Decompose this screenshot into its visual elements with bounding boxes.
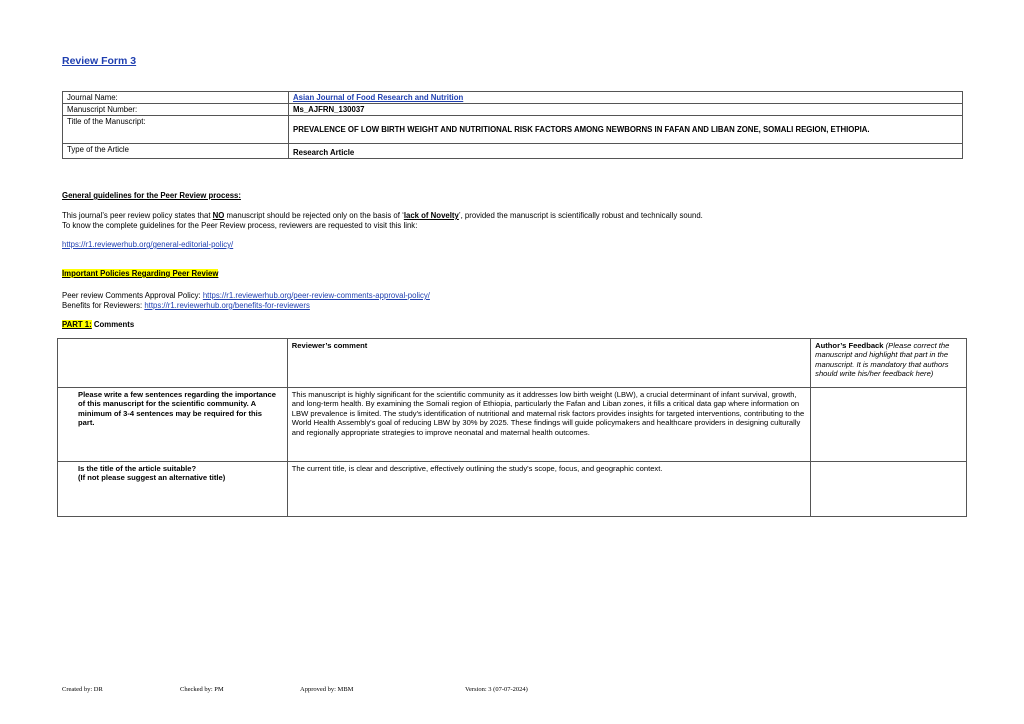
question-title-line2: (If not please suggest an alternative title): [78, 473, 226, 483]
approval-policy-label: Peer review Comments Approval Policy:: [62, 291, 203, 300]
journal-label: Journal Name:: [63, 92, 289, 104]
question-title: [58, 462, 288, 517]
author-feedback-title: Author’s Feedback: [815, 341, 884, 350]
footer-approved: Approved by: MBM: [300, 686, 354, 693]
benefits-line: [62, 301, 310, 310]
part1-title: Comments: [91, 320, 135, 329]
guidelines-paragraph: [62, 211, 703, 220]
footer-version: Version: 3 (07-07-2024): [465, 686, 528, 693]
guidelines-text-b: manuscript should be rejected only on the basis of ‘: [224, 211, 404, 220]
comment-row-importance: [58, 388, 967, 462]
blank-header-cell: [58, 339, 288, 388]
comments-table: [57, 338, 967, 517]
footer-checked: Checked by: PM: [180, 686, 224, 693]
footer-created: Created by: DR: [62, 686, 103, 693]
feedback-importance[interactable]: [811, 388, 967, 462]
article-type: Research Article: [289, 144, 963, 159]
title-label: Title of the Manuscript:: [63, 116, 289, 144]
novelty-emphasis: lack of Novelty: [403, 211, 459, 220]
approval-policy-link[interactable]: https://r1.reviewerhub.org/peer-review-comments-approval-policy/: [202, 291, 430, 300]
type-row: [63, 144, 963, 159]
part1-heading: [62, 320, 134, 329]
answer-importance[interactable]: This manuscript is highly significant for the scientific community as it addresses low birth weight (LBW), a crucial determinant of infant survival, growth, and long-term health. By examining the Somali region of Ethiopia, particularly the Fafan and Liban zones, it fills a critical data gap where information on LBW prevalence is limited. The study's identification of nutritional and maternal risk factors provides insights for targeted interventions, contributing to the World Health Assembly's goal of reducing LBW by 30% by 2025. These findings will guide policymakers and healthcare providers in designing culturally and regionally appropriate strategies to improve neonatal and maternal health outcomes.: [287, 388, 810, 462]
journal-link[interactable]: Asian Journal of Food Research and Nutrition: [293, 93, 464, 102]
question-importance: Please write a few sentences regarding the importance of this manuscript for the scientific community. A minimum of 3-4 sentences may be required for this part.: [58, 388, 288, 462]
author-feedback-header: [811, 339, 967, 388]
guidelines-visit-text: To know the complete guidelines for the Peer Review process, reviewers are requested to visit this link:: [62, 221, 418, 230]
manuscript-title: PREVALENCE OF LOW BIRTH WEIGHT AND NUTRITIONAL RISK FACTORS AMONG NEWBORNS IN FAFAN AND LIBAN ZONE, SOMALI REGION, ETHIOPIA.: [289, 116, 963, 144]
comments-header-row: [58, 339, 967, 388]
title-row: [63, 116, 963, 144]
question-title-line1: Is the title of the article suitable?: [78, 464, 197, 473]
benefits-link[interactable]: https://r1.reviewerhub.org/benefits-for-reviewers: [144, 301, 310, 310]
benefits-label: Benefits for Reviewers:: [62, 301, 145, 310]
reviewer-comment-header: Reviewer’s comment: [287, 339, 810, 388]
policies-heading: Important Policies Regarding Peer Review: [62, 269, 219, 278]
no-emphasis: NO: [212, 211, 225, 220]
manuscript-number: Ms_AJFRN_130037: [289, 104, 963, 116]
journal-row: [63, 92, 963, 104]
guidelines-text-a: This journal’s peer review policy states that: [62, 211, 213, 220]
editorial-policy-link[interactable]: https://r1.reviewerhub.org/general-editorial-policy/: [62, 240, 234, 249]
guidelines-heading: General guidelines for the Peer Review process:: [62, 191, 241, 200]
guidelines-text-c: ’, provided the manuscript is scientifically robust and technically sound.: [458, 211, 703, 220]
answer-title[interactable]: The current title, is clear and descriptive, effectively outlining the study's scope, focus, and geographic context.: [287, 462, 810, 517]
part1-label: PART 1:: [62, 320, 92, 329]
manuscript-row: [63, 104, 963, 116]
form-title: Review Form 3: [62, 55, 137, 67]
comment-row-title: [58, 462, 967, 517]
approval-policy-line: [62, 291, 430, 300]
feedback-title[interactable]: [811, 462, 967, 517]
author-feedback-note: (Please correct the manuscript and highlight that part in the manuscript. It is mandatory that authors should write his/her feedback here): [815, 341, 950, 379]
manuscript-info-table: [62, 91, 963, 159]
manuscript-label: Manuscript Number:: [63, 104, 289, 116]
type-label: Type of the Article: [63, 144, 289, 159]
